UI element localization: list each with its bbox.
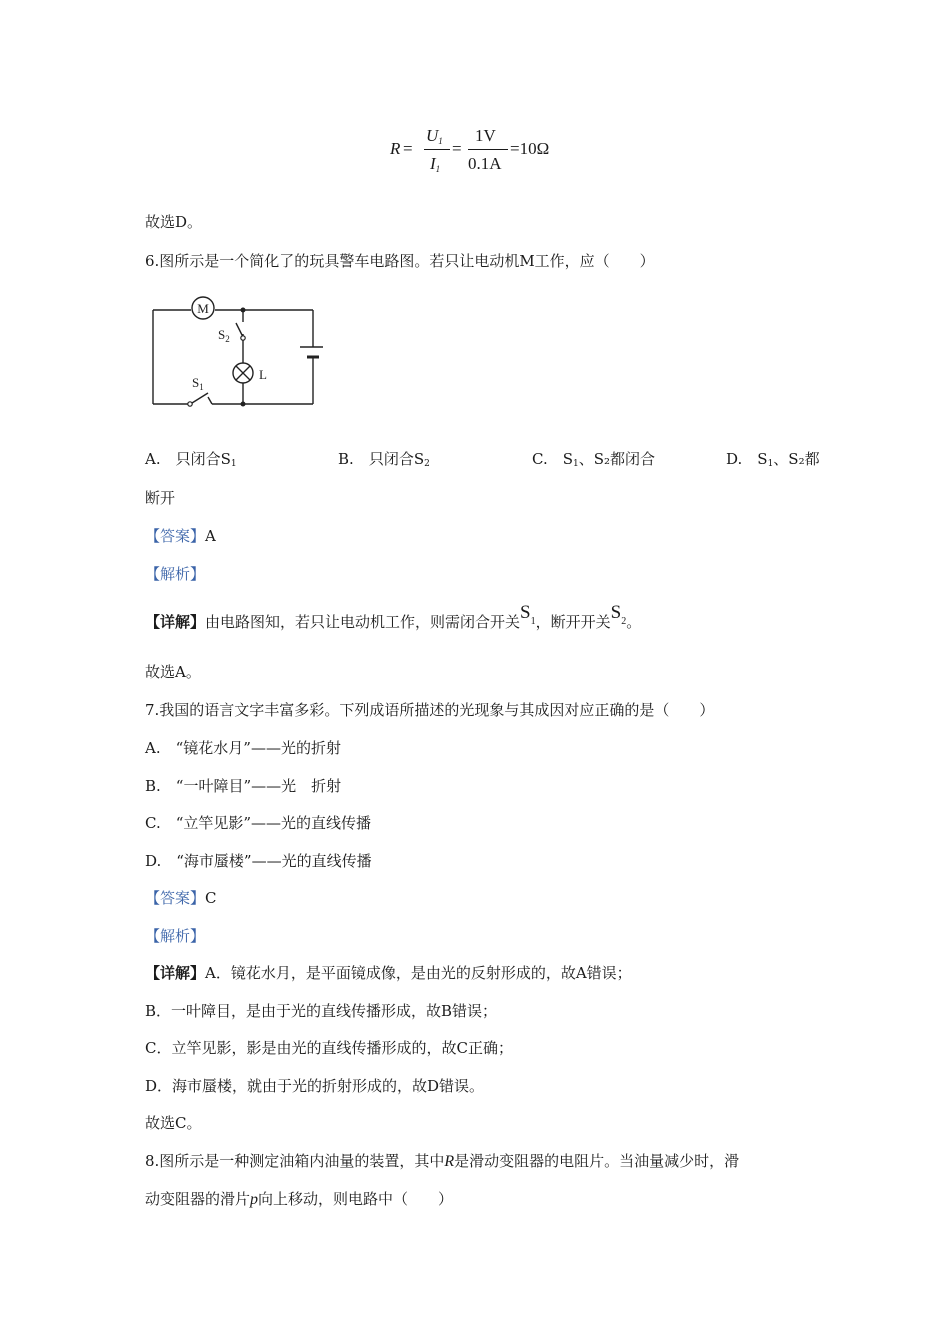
formula-num2: 1V [475, 126, 496, 145]
q7-option-b: B. “一叶障目”——光 折射 [145, 777, 342, 795]
q7-option-d: D. “海市蜃楼”——光的直线传播 [145, 852, 372, 870]
q6-detail: 【详解】由电路图知，若只让电动机工作，则需闭合开关$S_1$，断开开关$S_2$。 [145, 602, 642, 631]
junction-dot-bottom [241, 402, 246, 407]
q6-answer: 【答案】A [145, 527, 216, 545]
switch-s1-symbol [188, 375, 208, 406]
fraction-bar-2 [468, 149, 508, 150]
fraction-bar-1 [424, 149, 450, 150]
switch-s2-symbol [218, 323, 245, 344]
switch-s2-label: $S_2$ [218, 327, 230, 344]
lamp-label: L [259, 367, 267, 382]
q6-analysis-heading: 【解析】 [145, 565, 206, 583]
motor-symbol [192, 297, 214, 319]
q6-option-b: B. 只闭合$S_2$ [338, 450, 430, 469]
q6-option-d-wrap: 断开 [145, 489, 176, 507]
q7-detail-c: C．立竿见影，影是由光的直线传播形成的，故C正确； [145, 1039, 513, 1057]
formula-num1: U1 [426, 126, 443, 146]
q7-analysis-heading: 【解析】 [145, 927, 206, 945]
q7-question: 7.我国的语言文字丰富多彩。下列成语所描述的光现象与其成因对应正确的是（ ） [145, 701, 715, 719]
q7-option-c: C. “立竿见影”——光的直线传播 [145, 814, 372, 832]
toy-police-car-circuit-diagram [148, 292, 323, 412]
battery-symbol [300, 347, 323, 357]
formula-result: =10Ω [510, 139, 550, 158]
junction-dot-top [241, 308, 246, 313]
q6-question: 6.图所示是一个简化了的玩具警车电路图。若只让电动机M工作，应（ ） [145, 252, 655, 270]
q6-option-d: D. $S_1$、S₂都 [726, 450, 820, 469]
switch-s1-label: $S_1$ [192, 375, 204, 392]
q7-detail-a: 【详解】A．镜花水月，是平面镜成像，是由光的反射形成的，故A错误； [145, 964, 632, 982]
q7-detail-b: B．一叶障目，是由于光的直线传播形成，故B错误； [145, 1002, 498, 1020]
lamp-symbol [233, 340, 267, 386]
q5-conclusion: 故选D。 [145, 213, 203, 231]
q7-option-a: A. “镜花水月”——光的折射 [145, 739, 341, 757]
q6-option-a: A. 只闭合$S_1$ [145, 450, 237, 469]
q6-conclusion: 故选A。 [145, 663, 201, 681]
q8-question-line2: 动变阻器的滑片p向上移动，则电路中（ ） [145, 1190, 454, 1208]
q6-option-c: C. $S_1$、S₂都闭合 [532, 450, 656, 469]
q7-conclusion: 故选C。 [145, 1114, 202, 1132]
motor-label: M [197, 301, 209, 316]
formula-eq1: = [403, 139, 413, 158]
q7-answer: 【答案】C [145, 889, 217, 907]
q7-detail-d: D．海市蜃楼，就由于光的折射形成的，故D错误。 [145, 1077, 485, 1095]
q8-question-line1: 8.图所示是一种测定油箱内油量的装置，其中R是滑动变阻器的电阻片。当油量减少时，滑 [145, 1152, 740, 1170]
formula-lhs: R [390, 139, 401, 158]
formula-den2: 0.1A [468, 154, 502, 173]
formula-eq2: = [452, 139, 462, 158]
formula-den1: I1 [430, 154, 441, 174]
